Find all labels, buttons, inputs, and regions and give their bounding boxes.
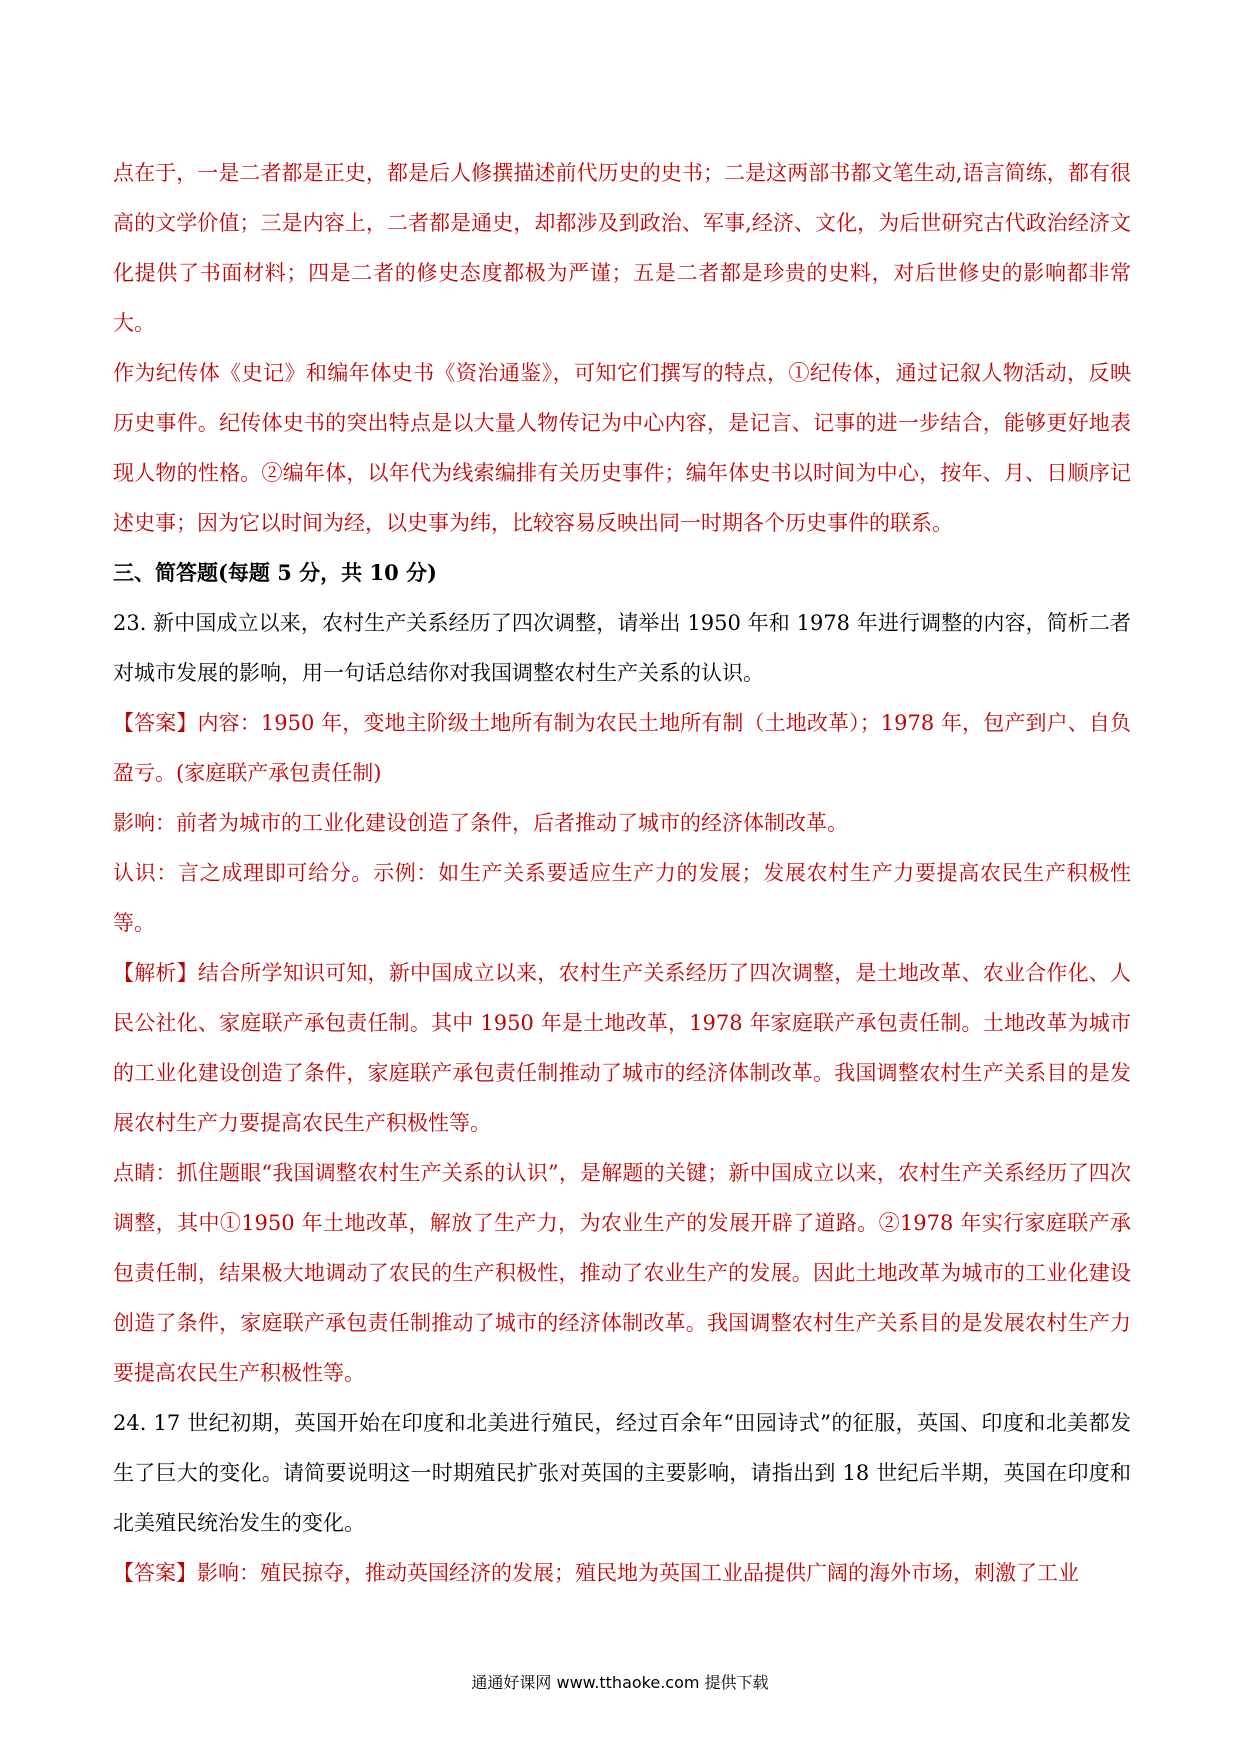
q23-recognition: 认识：言之成理即可给分。示例：如生产关系要适应生产力的发展；发展农村生产力要提高农民生产积极性等。 (113, 861, 1131, 935)
question-24: 24. 17 世纪初期，英国开始在印度和北美进行殖民，经过百余年“田园诗式”的征服，英国、印度和北美都发生了巨大的变化。请简要说明这一时期殖民扩张对英国的主要影响，请指出到 18 世纪后半期，英国在印度和北美殖民统治发生的变化。 (113, 1411, 1131, 1535)
section-title: 三、简答题(每题 5 分，共 10 分) (113, 560, 437, 585)
q23-answer (113, 698, 1131, 798)
answer-tag: 【答案】 (113, 711, 198, 735)
paragraph-comparison-continued: 点在于，一是二者都是正史，都是后人修撰描述前代历史的史书；二是这两部书都文笔生动,语言简练，都有很高的文学价值；三是内容上，二者都是通史，却都涉及到政治、军事,经济、文化，为后世研究古代政治经济文化提供了书面材料；四是二者的修史态度都极为严谨；五是二者都是珍贵的史料，对后世修史的影响都非常大。 (113, 161, 1131, 335)
q23-answer-text: 内容：1950 年，变地主阶级土地所有制为农民土地所有制（土地改革）；1978 年，包产到户、自负盈亏。(家庭联产承包责任制) (113, 711, 1132, 785)
q23-impact: 影响：前者为城市的工业化建设创造了条件，后者推动了城市的经济体制改革。 (113, 811, 848, 835)
document-body (113, 148, 1131, 1598)
q24-answer-text: 影响：殖民掠夺，推动英国经济的发展；殖民地为英国工业品提供广阔的海外市场，刺激了工业 (197, 1561, 1079, 1585)
q23-tip: 点睛：抓住题眼“我国调整农村生产关系的认识”，是解题的关键；新中国成立以来，农村生产关系经历了四次调整，其中①1950 年土地改革，解放了生产力，为农业生产的发展开辟了道路。②1978 年实行家庭联产承包责任制，结果极大地调动了农民的生产积极性，推动了农业生产的发展。因此土地改革为城市的工业化建设创造了条件，家庭联产承包责任制推动了城市的经济体制改革。我国调整农村生产关系目的是发展农村生产力要提高农民生产积极性等。 (113, 1161, 1131, 1385)
q23-analysis-text: 结合所学知识可知，新中国成立以来，农村生产关系经历了四次调整，是土地改革、农业合作化、人民公社化、家庭联产承包责任制。其中 1950 年是土地改革，1978 年家庭联产承包责任制。土地改革为城市的工业化建设创造了条件，家庭联产承包责任制推动了城市的经济体制改革。我国调整农村生产关系目的是发展农村生产力要提高农民生产积极性等。 (113, 961, 1132, 1135)
footer-credit: 通通好课网 www.tthaoke.com 提供下载 (471, 1673, 769, 1692)
q24-answer (113, 1548, 1131, 1598)
analysis-tag: 【解析】 (113, 961, 198, 985)
answer-tag: 【答案】 (113, 1561, 197, 1585)
paragraph-writing-features: 作为纪传体《史记》和编年体史书《资治通鉴》，可知它们撰写的特点，①纪传体，通过记叙人物活动，反映历史事件。纪传体史书的突出特点是以大量人物传记为中心内容，是记言、记事的进一步结合，能够更好地表现人物的性格。②编年体，以年代为线索编排有关历史事件；编年体史书以时间为中心，按年、月、日顺序记述史事；因为它以时间为经，以史事为纬，比较容易反映出同一时期各个历史事件的联系。 (113, 361, 1131, 535)
question-23: 23. 新中国成立以来，农村生产关系经历了四次调整，请举出 1950 年和 1978 年进行调整的内容，简析二者对城市发展的影响，用一句话总结你对我国调整农村生产关系的认识。 (113, 611, 1131, 685)
q23-analysis (113, 948, 1131, 1148)
